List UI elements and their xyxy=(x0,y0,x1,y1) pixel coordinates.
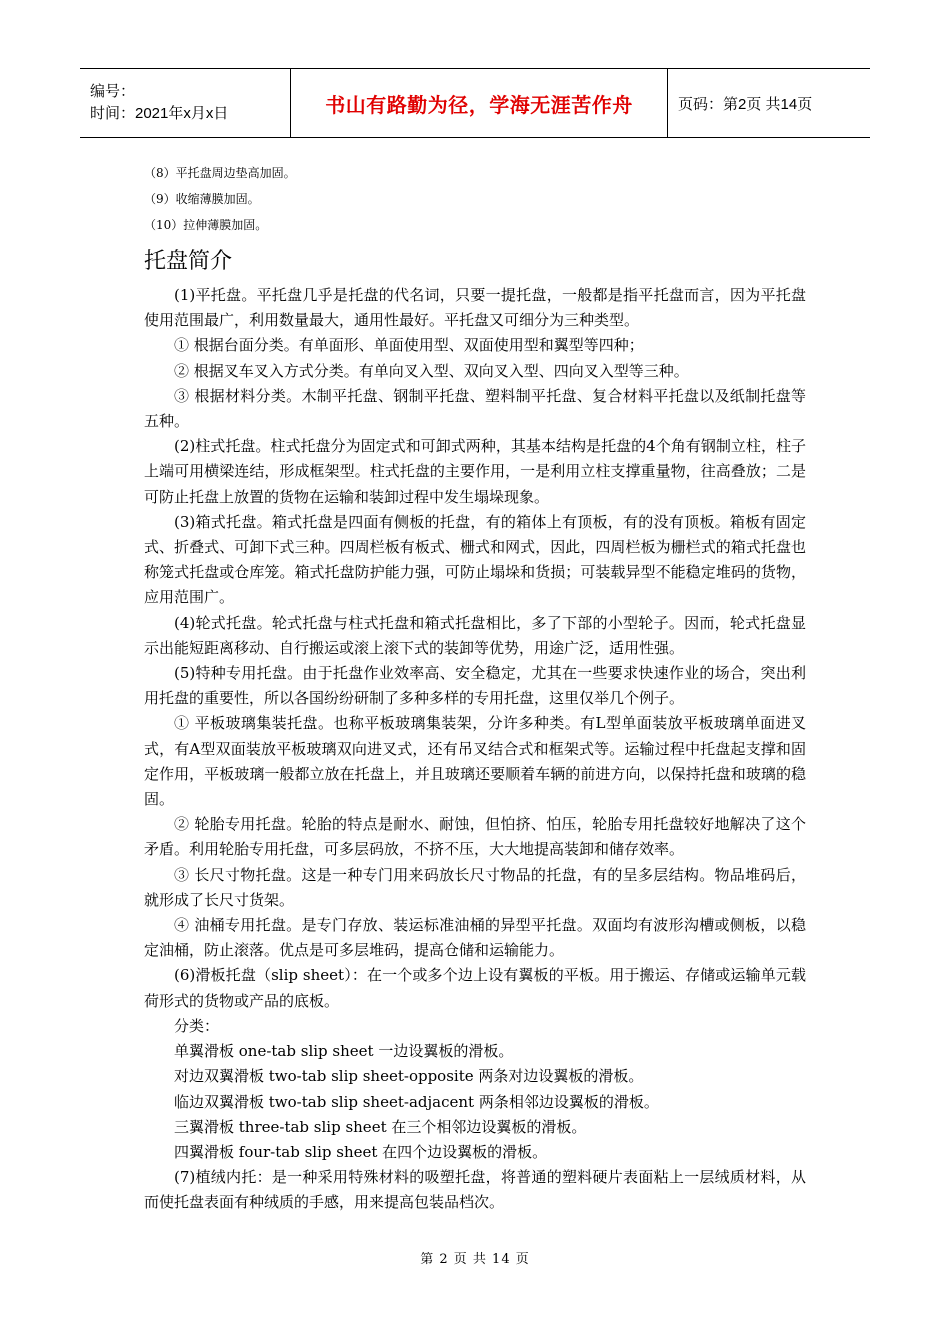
header-meta xyxy=(80,69,290,137)
reinforcement-list xyxy=(144,160,296,238)
paragraph: 三翼滑板 three-tab slip sheet 在三个相邻边设翼板的滑板。 xyxy=(174,1117,587,1136)
paragraph: 分类： xyxy=(174,1016,220,1035)
paragraph: ④ 油桶专用托盘。是专门存放、装运标准油桶的异型平托盘。双面均有波形沟槽或侧板，以稳定油桶，防止滚落。优点是可多层堆码，提高仓储和运输能力。 xyxy=(144,916,806,960)
header-page-number: 页码：第2页 共14页 xyxy=(678,95,813,113)
list-item: （8）平托盘周边垫高加固。 xyxy=(144,166,296,180)
page-footer: 第 2 页 共 14 页 xyxy=(420,1252,530,1267)
list-item: （10）拉伸薄膜加固。 xyxy=(144,218,268,232)
paragraph: (4)轮式托盘。轮式托盘与柱式托盘和箱式托盘相比，多了下部的小型轮子。因而，轮式托盘显示出能短距离移动、自行搬运或滚上滚下式的装卸等优势，用途广泛，适用性强。 xyxy=(144,613,806,657)
paragraph: (1)平托盘。平托盘几乎是托盘的代名词，只要一提托盘，一般都是指平托盘而言，因为平托盘使用范围最广，利用数量最大，通用性最好。平托盘又可细分为三种类型。 xyxy=(144,286,806,330)
paragraph: ② 根据叉车叉入方式分类。有单向叉入型、双向叉入型、四向叉入型等三种。 xyxy=(174,361,689,380)
article-body xyxy=(144,283,806,1216)
paragraph: (2)柱式托盘。柱式托盘分为固定式和可卸式两种，其基本结构是托盘的4个角有钢制立柱，柱子上端可用横梁连结，形成框架型。柱式托盘的主要作用，一是利用立柱支撑重量物，往高叠放；二是可防止托盘上放置的货物在运输和装卸过程中发生塌垛现象。 xyxy=(144,437,806,506)
paragraph: 单翼滑板 one-tab slip sheet 一边设翼板的滑板。 xyxy=(174,1042,514,1061)
paragraph: 对边双翼滑板 two-tab slip sheet-opposite 两条对边设翼板的滑板。 xyxy=(174,1067,644,1086)
paragraph: ① 根据台面分类。有单面形、单面使用型、双面使用型和翼型等四种； xyxy=(174,336,644,355)
document-code-label: 编号： xyxy=(90,83,136,100)
paragraph: ① 平板玻璃集装托盘。也称平板玻璃集装架，分许多种类。有L型单面装放平板玻璃单面进叉式，有A型双面装放平板玻璃双向进叉式，还有吊叉结合式和框架式等。运输过程中托盘起支撑和固定作用，平板玻璃一般都立放在托盘上，并且玻璃还要顺着车辆的前进方向，以保持托盘和玻璃的稳固。 xyxy=(144,714,806,809)
document-time-label: 时间：2021年x月x日 xyxy=(90,105,229,122)
header-page-cell xyxy=(668,69,870,137)
page-header xyxy=(80,68,870,138)
header-motto-cell xyxy=(290,69,668,137)
paragraph: 临边双翼滑板 two-tab slip sheet-adjacent 两条相邻边设翼板的滑板。 xyxy=(174,1092,659,1111)
paragraph: (5)特种专用托盘。由于托盘作业效率高、安全稳定，尤其在一些要求快速作业的场合，突出利用托盘的重要性，所以各国纷纷研制了多种多样的专用托盘，这里仅举几个例子。 xyxy=(144,664,806,708)
paragraph: (3)箱式托盘。箱式托盘是四面有侧板的托盘，有的箱体上有顶板，有的没有顶板。箱板有固定式、折叠式、可卸下式三种。四周栏板有板式、栅式和网式，因此，四周栏板为栅栏式的箱式托盘也称笼式托盘或仓库笼。箱式托盘防护能力强，可防止塌垛和货损；可装载异型不能稳定堆码的货物，应用范围广。 xyxy=(144,512,806,607)
paragraph: ③ 长尺寸物托盘。这是一种专门用来码放长尺寸物品的托盘，有的呈多层结构。物品堆码后，就形成了长尺寸货架。 xyxy=(144,865,806,909)
paragraph: ③ 根据材料分类。木制平托盘、钢制平托盘、塑料制平托盘、复合材料平托盘以及纸制托盘等五种。 xyxy=(144,386,806,431)
section-title: 托盘简介 xyxy=(144,249,233,274)
list-item: （9）收缩薄膜加固。 xyxy=(144,192,260,206)
header-motto: 书山有路勤为径，学海无涯苦作舟 xyxy=(325,92,633,117)
paragraph: 四翼滑板 four-tab slip sheet 在四个边设翼板的滑板。 xyxy=(174,1142,548,1161)
paragraph: (7)植绒内托：是一种采用特殊材料的吸塑托盘，将普通的塑料硬片表面粘上一层绒质材料，从而使托盘表面有种绒质的手感，用来提高包装品档次。 xyxy=(144,1168,806,1212)
paragraph: (6)滑板托盘（slip sheet）：在一个或多个边上设有翼板的平板。用于搬运、存储或运输单元载荷形式的货物或产品的底板。 xyxy=(144,966,806,1010)
paragraph: ② 轮胎专用托盘。轮胎的特点是耐水、耐蚀，但怕挤、怕压，轮胎专用托盘较好地解决了这个矛盾。利用轮胎专用托盘，可多层码放，不挤不压，大大地提高装卸和储存效率。 xyxy=(144,815,806,859)
